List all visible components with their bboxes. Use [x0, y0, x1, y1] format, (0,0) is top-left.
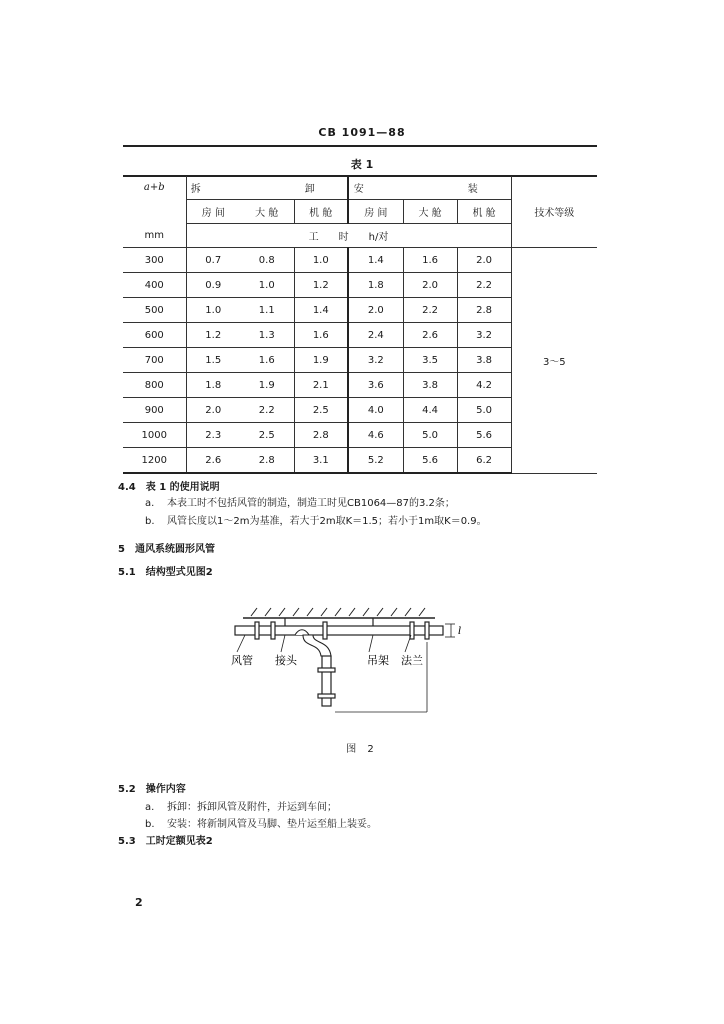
subheader-install-engine: 机 舱 [457, 200, 511, 224]
corner-spacer [123, 200, 186, 224]
subheader-install-hold: 大 舱 [403, 200, 457, 224]
unit-row: 工 时 h/对 [186, 224, 511, 248]
item-text: 风管长度以1～2m为基准，若大于2m取K＝1.5；若小于1m取K＝0.9。 [167, 516, 487, 527]
cell-value: 1.3 [240, 323, 294, 348]
section-5-1-title: 5.1 结构型式见图2 [118, 567, 213, 578]
cell-value: 2.1 [294, 373, 348, 398]
header-rule [123, 145, 597, 147]
group-header-install: 安 装 [348, 176, 511, 200]
item-label: a. [145, 498, 155, 509]
cell-value: 2.0 [403, 273, 457, 298]
label-flange: 法兰 [401, 654, 423, 667]
cell-value: 1.4 [294, 298, 348, 323]
row-size: 1200 [123, 448, 186, 474]
corner-unit: mm [123, 224, 186, 248]
cell-value: 0.8 [240, 248, 294, 273]
page-number: 2 [135, 896, 143, 909]
cell-value: 1.2 [186, 323, 240, 348]
cell-value: 1.1 [240, 298, 294, 323]
cell-value: 1.2 [294, 273, 348, 298]
subheader-dismantle-engine: 机 舱 [294, 200, 348, 224]
duct-structure-figure [225, 600, 475, 720]
cell-value: 4.2 [457, 373, 511, 398]
table-caption: 表 1 [350, 158, 374, 171]
cell-value: 2.8 [240, 448, 294, 474]
cell-value: 2.2 [403, 298, 457, 323]
item-label: a. [145, 802, 155, 813]
corner-formula: a+b [143, 182, 165, 194]
hanger-rods [285, 618, 373, 626]
row-size: 400 [123, 273, 186, 298]
cell-value: 1.8 [186, 373, 240, 398]
tech-grade-value: 3～5 [511, 248, 597, 474]
cell-value: 1.5 [186, 348, 240, 373]
label-hanger: 吊架 [367, 654, 389, 667]
row-size: 900 [123, 398, 186, 423]
cell-value: 3.8 [457, 348, 511, 373]
section-5-title: 5 通风系统圆形风管 [118, 544, 215, 555]
cell-value: 4.0 [348, 398, 403, 423]
cell-value: 5.0 [457, 398, 511, 423]
section-5-3-title: 5.3 工时定额见表2 [118, 836, 213, 847]
cell-value: 5.2 [348, 448, 403, 474]
tech-grade-header: 技术等级 [511, 176, 597, 248]
cell-value: 2.0 [186, 398, 240, 423]
cell-value: 2.5 [240, 423, 294, 448]
labor-hours-table [123, 176, 597, 474]
document-code: CB 1091—88 [318, 126, 406, 139]
cell-value: 2.8 [294, 423, 348, 448]
cell-value: 2.0 [457, 248, 511, 273]
cell-value: 1.0 [186, 298, 240, 323]
section-4-4-title: 4.4 表 1 的使用说明 [118, 482, 220, 493]
section-4-4-item-b [145, 512, 487, 527]
cell-value: 2.6 [403, 323, 457, 348]
label-duct: 风管 [231, 654, 253, 667]
label-joint: 接头 [275, 654, 297, 667]
cell-value: 5.6 [457, 423, 511, 448]
item-label: b. [145, 516, 155, 527]
section-5-2-item-b [145, 815, 377, 830]
label-l: l [458, 626, 462, 637]
row-size: 700 [123, 348, 186, 373]
subheader-dismantle-hold: 大 舱 [240, 200, 294, 224]
cell-value: 1.0 [294, 248, 348, 273]
figure-caption: 图 2 [346, 744, 378, 755]
cell-value: 3.8 [403, 373, 457, 398]
item-text: 本表工时不包括风管的制造，制造工时见CB1064—87的3.2条； [167, 498, 455, 509]
cell-value: 1.0 [240, 273, 294, 298]
cell-value: 1.9 [240, 373, 294, 398]
row-size: 500 [123, 298, 186, 323]
cell-value: 2.6 [186, 448, 240, 474]
ceiling-hatching [251, 608, 425, 616]
cell-value: 3.2 [457, 323, 511, 348]
section-5-2-item-a [145, 798, 337, 813]
cell-value: 5.6 [403, 448, 457, 474]
row-size: 600 [123, 323, 186, 348]
cell-value: 4.4 [403, 398, 457, 423]
cell-value: 1.4 [348, 248, 403, 273]
cell-value: 3.5 [403, 348, 457, 373]
row-size: 300 [123, 248, 186, 273]
cell-value: 1.6 [294, 323, 348, 348]
cell-value: 3.6 [348, 373, 403, 398]
cell-value: 2.2 [240, 398, 294, 423]
row-size: 800 [123, 373, 186, 398]
item-text: 拆卸：拆卸风管及附件，并运到车间； [167, 802, 337, 813]
cell-value: 1.8 [348, 273, 403, 298]
cell-value: 1.9 [294, 348, 348, 373]
cell-value: 3.1 [294, 448, 348, 474]
subheader-install-room: 房 间 [348, 200, 403, 224]
item-label: b. [145, 819, 155, 830]
cell-value: 2.2 [457, 273, 511, 298]
cell-value: 0.9 [186, 273, 240, 298]
cell-value: 6.2 [457, 448, 511, 474]
cell-value: 2.8 [457, 298, 511, 323]
cell-value: 5.0 [403, 423, 457, 448]
cell-value: 3.2 [348, 348, 403, 373]
cell-value: 1.6 [240, 348, 294, 373]
cell-value: 2.5 [294, 398, 348, 423]
cell-value: 4.6 [348, 423, 403, 448]
cell-value: 0.7 [186, 248, 240, 273]
group-header-dismantle: 拆 卸 [186, 176, 348, 200]
section-5-2-title: 5.2 操作内容 [118, 784, 186, 795]
cell-value: 2.3 [186, 423, 240, 448]
cell-value: 2.4 [348, 323, 403, 348]
leader-lines [237, 624, 455, 712]
section-4-4-item-a [145, 494, 455, 509]
subheader-dismantle-room: 房 间 [186, 200, 240, 224]
cell-value: 2.0 [348, 298, 403, 323]
row-size: 1000 [123, 423, 186, 448]
cell-value: 1.6 [403, 248, 457, 273]
item-text: 安装：将新制风管及马脚、垫片运至船上装妥。 [167, 819, 377, 830]
